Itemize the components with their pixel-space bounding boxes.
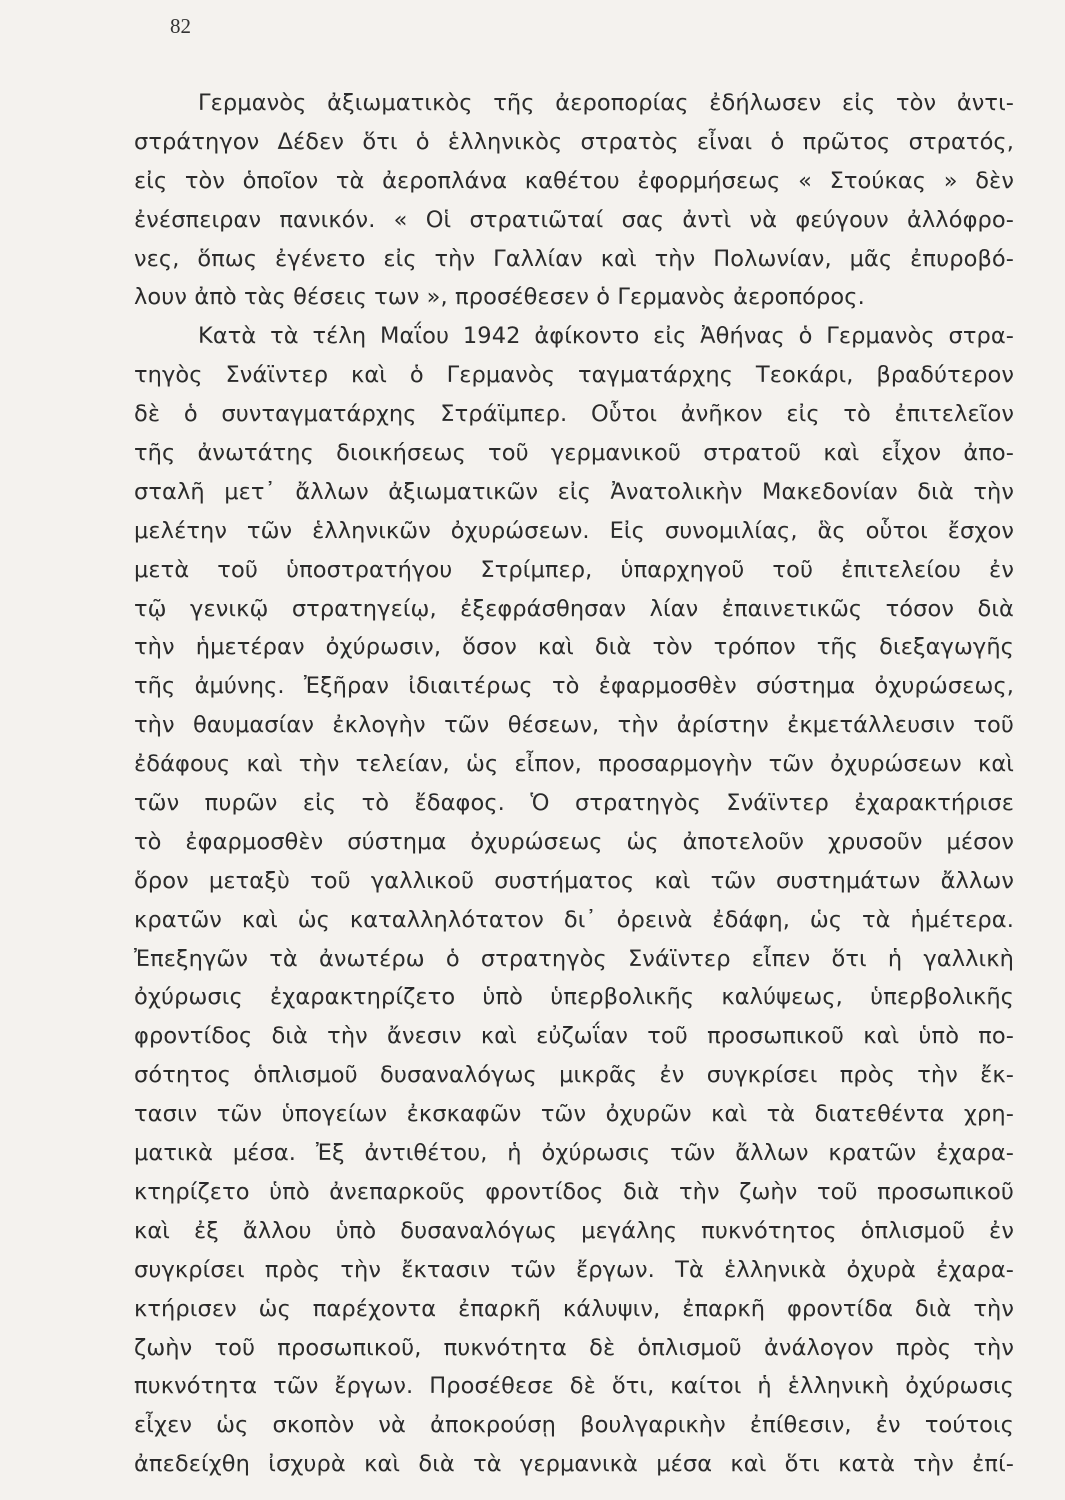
text-line: Κατὰ τὰ τέλη Μαΐου 1942 ἀφίκοντο εἰς Ἀθήνας ὁ Γερμανὸς στρα- (198, 323, 1014, 350)
text-line: εἰς τὸν ὁποῖον τὰ ἀεροπλάνα καθέτου ἐφορμήσεως « Στούκας » δὲν (134, 167, 1014, 194)
text-line: ἐδάφους καὶ τὴν τελείαν, ὡς εἶπον, προσαρμογὴν τῶν ὀχυρώσεων καὶ (134, 751, 1014, 778)
text-line: σταλῆ μετ᾽ ἄλλων ἀξιωματικῶν εἰς Ἀνατολικὴν Μακεδονίαν διὰ τὴν (134, 478, 1014, 505)
text-line: στράτηγον Δέδεν ὅτι ὁ ἑλληνικὸς στρατὸς εἶναι ὁ πρῶτος στρατός, (134, 128, 1014, 155)
text-line: νες, ὅπως ἐγένετο εἰς τὴν Γαλλίαν καὶ τὴν Πολωνίαν, μᾶς ἐπυροβό- (134, 245, 1014, 272)
text-line: τῆς ἀνωτάτης διοικήσεως τοῦ γερμανικοῦ στρατοῦ καὶ εἶχον ἀπο- (134, 440, 1014, 467)
text-line: εἶχεν ὡς σκοπὸν νὰ ἀποκρούσῃ βουλγαρικὴν ἐπίθεσιν, ἐν τούτοις (134, 1412, 1014, 1439)
text-line: φροντίδος διὰ τὴν ἄνεσιν καὶ εὐζωΐαν τοῦ προσωπικοῦ καὶ ὑπὸ πο- (134, 1023, 1014, 1050)
text-line: σότητος ὁπλισμοῦ δυσαναλόγως μικρᾶς ἐν συγκρίσει πρὸς τὴν ἔκ- (134, 1062, 1014, 1089)
text-line: καὶ ἐξ ἄλλου ὑπὸ δυσαναλόγως μεγάλης πυκνότητος ὁπλισμοῦ ἐν (134, 1217, 1014, 1244)
text-line: μετὰ τοῦ ὑποστρατήγου Στρίμπερ, ὑπαρχηγοῦ τοῦ ἐπιτελείου ἐν (134, 556, 1014, 583)
text-line: ὀχύρωσις ἐχαρακτηρίζετο ὑπὸ ὑπερβολικῆς καλύψεως, ὑπερβολικῆς (134, 984, 1014, 1011)
text-line: τὴν θαυμασίαν ἐκλογὴν τῶν θέσεων, τὴν ἀρίστην ἐκμετάλλευσιν τοῦ (134, 712, 1014, 739)
text-line: τὴν ἡμετέραν ὀχύρωσιν, ὅσον καὶ διὰ τὸν τρόπον τῆς διεξαγωγῆς (134, 634, 1014, 661)
text-line: δὲ ὁ συνταγματάρχης Στράϊμπερ. Οὗτοι ἀνῆκον εἰς τὸ ἐπιτελεῖον (134, 401, 1014, 428)
text-line: ματικὰ μέσα. Ἐξ ἀντιθέτου, ἡ ὀχύρωσις τῶν ἄλλων κρατῶν ἐχαρα- (134, 1140, 1014, 1167)
text-line: ἐνέσπειραν πανικόν. « Οἱ στρατιῶταί σας ἀντὶ νὰ φεύγουν ἀλλόφρο- (134, 206, 1014, 233)
page-number: 82 (170, 14, 191, 38)
text-line: μελέτην τῶν ἑλληνικῶν ὀχυρώσεων. Εἰς συνομιλίας, ἃς οὗτοι ἔσχον (134, 517, 1014, 544)
text-line: τὸ ἐφαρμοσθὲν σύστημα ὀχυρώσεως ὡς ἀποτελοῦν χρυσοῦν μέσον (134, 828, 1014, 855)
text-line: Ἐπεξηγῶν τὰ ἀνωτέρω ὁ στρατηγὸς Σνάϊντερ εἶπεν ὅτι ἡ γαλλικὴ (134, 945, 1014, 972)
text-line: συγκρίσει πρὸς τὴν ἔκτασιν τῶν ἔργων. Τὰ ἑλληνικὰ ὀχυρὰ ἐχαρα- (134, 1256, 1014, 1283)
body-text (134, 84, 1014, 1484)
text-line: τῆς ἀμύνης. Ἐξῆραν ἰδιαιτέρως τὸ ἐφαρμοσθὲν σύστημα ὀχυρώσεως, (134, 673, 1014, 700)
text-line: τῷ γενικῷ στρατηγείῳ, ἐξεφράσθησαν λίαν ἐπαινετικῶς τόσον διὰ (134, 595, 1014, 622)
text-line: τασιν τῶν ὑπογείων ἐκσκαφῶν τῶν ὀχυρῶν καὶ τὰ διατεθέντα χρη- (134, 1101, 1014, 1128)
text-line: τηγὸς Σνάϊντερ καὶ ὁ Γερμανὸς ταγματάρχης Τεοκάρι, βραδύτερον (134, 362, 1014, 389)
text-line: ζωὴν τοῦ προσωπικοῦ, πυκνότητα δὲ ὁπλισμοῦ ἀνάλογον πρὸς τὴν (134, 1334, 1014, 1361)
text-line: πυκνότητα τῶν ἔργων. Προσέθεσε δὲ ὅτι, καίτοι ἡ ἑλληνικὴ ὀχύρωσις (134, 1373, 1014, 1400)
text-line: κτηρίζετο ὑπὸ ἀνεπαρκοῦς φροντίδος διὰ τὴν ζωὴν τοῦ προσωπικοῦ (134, 1178, 1014, 1205)
text-line: Γερμανὸς ἀξιωματικὸς τῆς ἀεροπορίας ἐδήλωσεν εἰς τὸν ἀντι- (198, 90, 1014, 116)
text-line: κρατῶν καὶ ὡς καταλληλότατον δι᾽ ὀρεινὰ ἐδάφη, ὡς τὰ ἡμέτερα. (134, 906, 1014, 933)
text-line: λουν ἀπὸ τὰς θέσεις των », προσέθεσεν ὁ Γερμανὸς ἀεροπόρος. (134, 284, 865, 311)
text-line: ἀπεδείχθη ἰσχυρὰ καὶ διὰ τὰ γερμανικὰ μέσα καὶ ὅτι κατὰ τὴν ἐπί- (134, 1451, 1014, 1478)
text-line: τῶν πυρῶν εἰς τὸ ἔδαφος. Ὁ στρατηγὸς Σνάϊντερ ἐχαρακτήρισε (134, 790, 1014, 817)
text-line: κτήρισεν ὡς παρέχοντα ἐπαρκῆ κάλυψιν, ἐπαρκῆ φροντίδα διὰ τὴν (134, 1295, 1014, 1322)
text-line: ὅρον μεταξὺ τοῦ γαλλικοῦ συστήματος καὶ τῶν συστημάτων ἄλλων (134, 867, 1014, 894)
